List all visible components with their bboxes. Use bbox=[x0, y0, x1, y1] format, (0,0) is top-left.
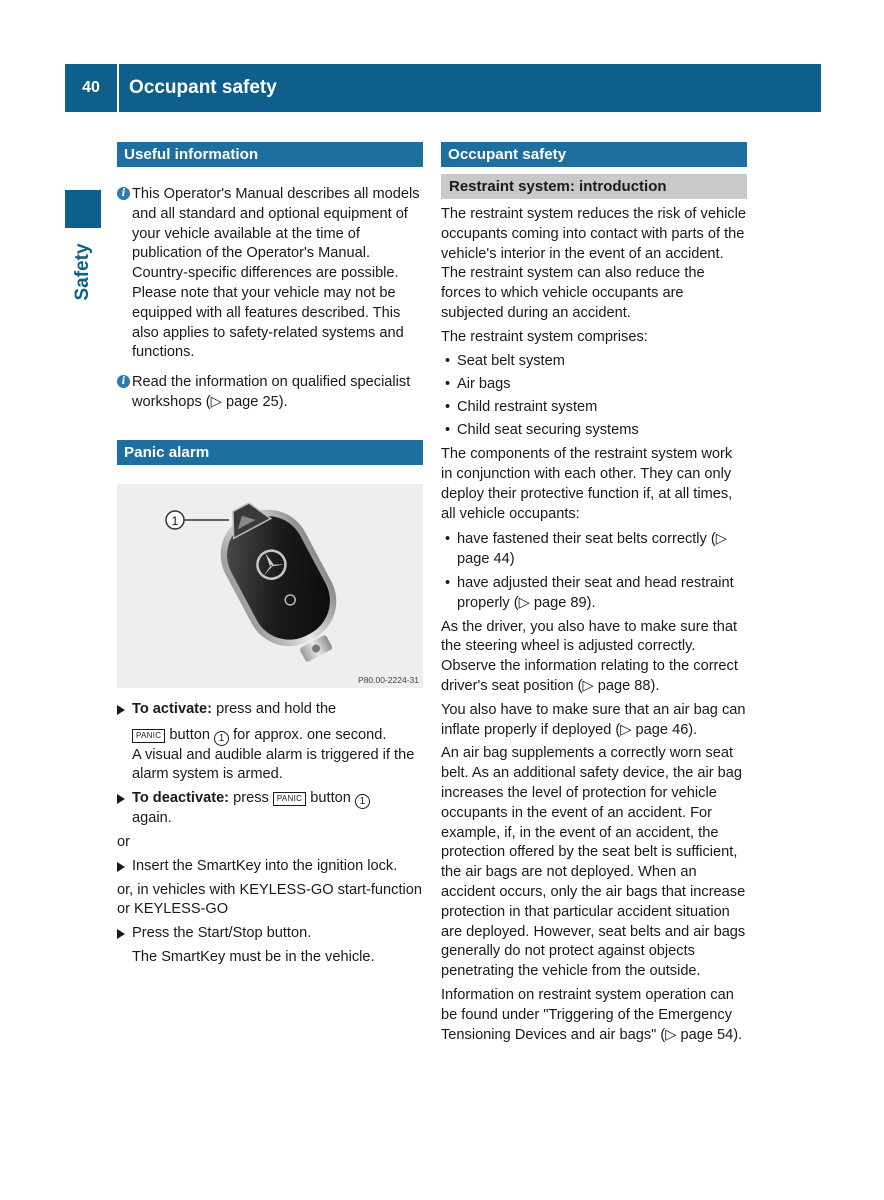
smartkey-illustration bbox=[117, 484, 423, 688]
paragraph: An air bag supplements a correctly worn seat belt. As an additional safety device, the air bag increases the level of protection for vehicle occupants in the event of an accident. For example, if, in the event of an accident, the protection offered by the seat belt is sufficient, the air bags are not deployed. When an accident occurs, only the air bags that increase protection in that particular accident situation are deployed. However, seat belts and air bags generally do not protect against objects penetrating the vehicle from the outside. bbox=[441, 745, 746, 980]
figure-code: P80.00-2224-31 bbox=[358, 674, 419, 685]
paragraph: As the driver, you also have to make sure that the steering wheel is adjusted correctly. Observe the information relating to the correct driver's seat position (▷ page 88). bbox=[441, 618, 738, 695]
activate-text: press and hold the bbox=[216, 700, 337, 717]
smartkey-figure bbox=[117, 484, 423, 688]
page-title: Occupant safety bbox=[129, 77, 277, 98]
step-arrow-icon bbox=[117, 794, 125, 804]
restraint-components-list bbox=[441, 352, 747, 442]
useful-information-heading: Useful information bbox=[117, 142, 423, 167]
section-side-tab bbox=[65, 190, 101, 320]
or-keyless-text: or, in vehicles with KEYLESS-GO start-function or KEYLESS-GO bbox=[117, 881, 422, 918]
step-press-start bbox=[117, 924, 423, 968]
deactivate-label: To deactivate: bbox=[132, 790, 230, 807]
list-item: • have fastened their seat belts correctly (▷ page 44) bbox=[441, 530, 747, 570]
info-note bbox=[117, 185, 423, 363]
paragraph: The components of the restraint system work in conjunction with each other. They can only deploy their protective function if, at all times, all vehicle occupants: bbox=[441, 446, 733, 522]
activate-tail: for approx. one second. bbox=[233, 726, 387, 743]
button-word: button bbox=[169, 726, 210, 743]
panic-button-symbol: PANIC bbox=[273, 792, 306, 806]
list-item: • Air bags bbox=[441, 375, 747, 395]
occupant-safety-heading: Occupant safety bbox=[441, 142, 747, 167]
callout-number: 1 bbox=[171, 513, 179, 528]
paragraph: The restraint system reduces the risk of vehicle occupants coming into contact with parts of the vehicle's interior in the event of an accident. The restraint system can also reduce the forces to which vehicle occupants are subjected during an accident. bbox=[441, 206, 746, 321]
paragraph: You also have to make sure that an air bag can inflate properly if deployed (▷ page 46). bbox=[441, 701, 746, 738]
deactivate-text: press bbox=[233, 790, 269, 807]
step-arrow-icon bbox=[117, 705, 125, 715]
step-activate bbox=[117, 700, 423, 785]
list-item: • Seat belt system bbox=[441, 352, 747, 372]
button-word: button bbox=[310, 790, 351, 807]
list-item: • have adjusted their seat and head restraint properly (▷ page 89). bbox=[441, 574, 747, 614]
smartkey-note: The SmartKey must be in the vehicle. bbox=[132, 948, 375, 965]
step-activate-text bbox=[132, 700, 423, 720]
left-column bbox=[117, 142, 423, 968]
press-start-text: Press the Start/Stop button. bbox=[132, 925, 312, 942]
panic-button-symbol: PANIC bbox=[132, 729, 165, 743]
panic-alarm-heading: Panic alarm bbox=[117, 440, 423, 465]
step-activate-line2 bbox=[132, 726, 423, 746]
page-header bbox=[65, 64, 821, 112]
right-column bbox=[441, 142, 747, 1045]
deactivate-tail: again. bbox=[132, 810, 172, 827]
callout-symbol: 1 bbox=[355, 794, 370, 809]
info-note bbox=[117, 373, 423, 413]
step-arrow-icon bbox=[117, 862, 125, 872]
or-text: or bbox=[117, 833, 130, 850]
activate-result: A visual and audible alarm is triggered if the alarm system is armed. bbox=[132, 746, 415, 783]
occupant-conditions-list bbox=[441, 530, 747, 613]
restraint-system-subheading: Restraint system: introduction bbox=[441, 174, 747, 199]
step-insert bbox=[117, 857, 423, 877]
header-divider bbox=[117, 64, 119, 112]
step-deactivate bbox=[117, 789, 423, 829]
paragraph: Information on restraint system operation can be found under "Triggering of the Emergency Tensioning Devices and air bags" (▷ page 54). bbox=[441, 986, 743, 1043]
info-note-text: Read the information on qualified specialist workshops (▷ page 25). bbox=[132, 374, 411, 410]
step-deactivate-text bbox=[132, 789, 423, 809]
page-number: 40 bbox=[82, 79, 100, 96]
info-note-text: This Operator's Manual describes all models and all standard and optional equipment of your vehicle available at the time of publication of the Operator's Manual. Country-specific differences are possible. Please note that your vehicle may not be equipped with all features described. This also applies to safety-related systems and functions. bbox=[132, 186, 420, 361]
insert-text: Insert the SmartKey into the ignition lock. bbox=[132, 857, 398, 874]
list-item: • Child seat securing systems bbox=[441, 421, 747, 441]
info-icon: i bbox=[117, 375, 130, 388]
callout-symbol: 1 bbox=[214, 731, 229, 746]
info-icon: i bbox=[117, 187, 130, 200]
activate-label: To activate: bbox=[132, 700, 213, 717]
side-tab-label: Safety bbox=[72, 243, 94, 301]
paragraph: The restraint system comprises: bbox=[441, 328, 648, 345]
step-arrow-icon bbox=[117, 929, 125, 939]
side-tab-marker bbox=[65, 190, 101, 228]
list-item: • Child restraint system bbox=[441, 398, 747, 418]
